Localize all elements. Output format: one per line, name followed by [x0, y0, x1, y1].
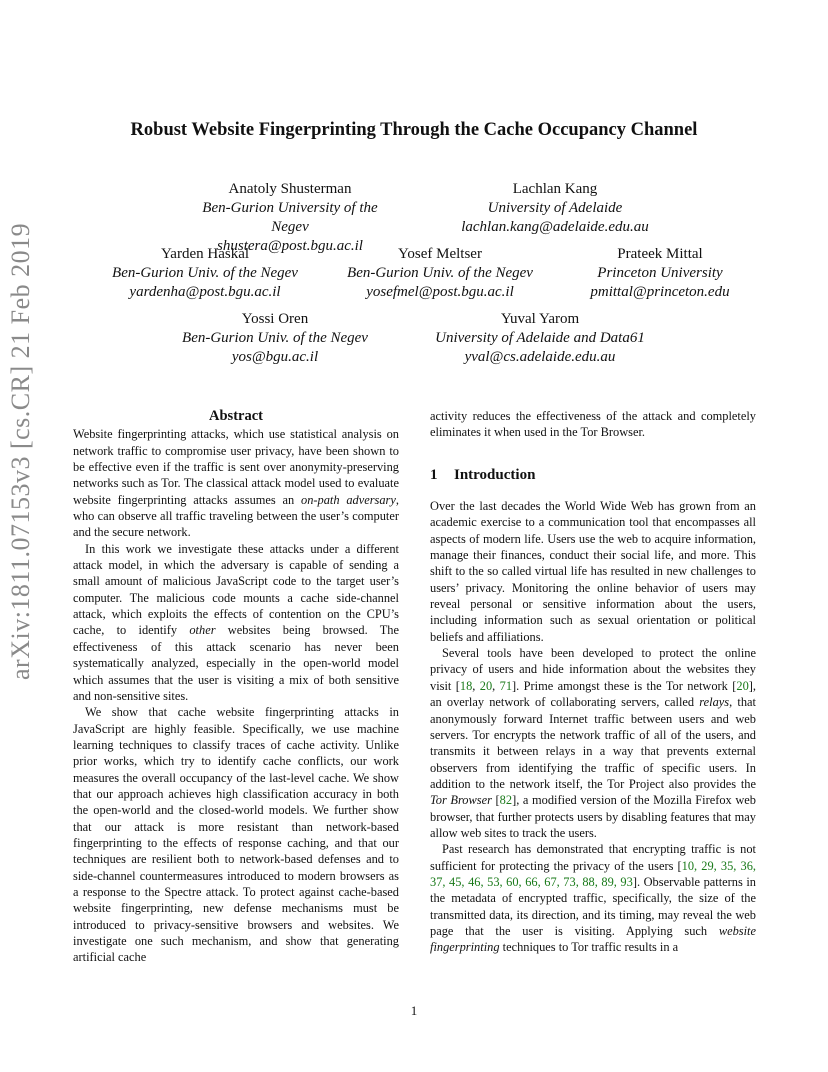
abstract-continuation: activity reduces the effectiveness of the attack and completely eliminates it when used in the Tor Browser. [430, 409, 756, 440]
intro-paragraph: Several tools have been developed to protect the online privacy of users and hide information about the websites they visit [18, 20, 71]. Prime amongst these is the Tor network [20], an overlay network of collaborating servers, called relays, that anonymously forward Internet traffic between users and web servers. Tor encrypts the network traffic of all of the users, and transmits it between relays in a way that prevents external observers from identifying the traffic of specific users. In addition to the network itself, the Tor Project also provides the Tor Browser [82], a modified version of the Mozilla Firefox web browser, that further protects users by disabling features that may allow web sites to track the users. [430, 646, 757, 840]
author-name: Yosef Meltser [398, 246, 482, 262]
author-email[interactable]: lachlan.kang@adelaide.edu.au [461, 219, 649, 235]
section-heading-introduction: 1 Introduction [430, 466, 536, 483]
author-name: Yossi Oren [241, 311, 309, 327]
intro-paragraph: Past research has demonstrated that encrypting traffic is not sufficient for protecting the privacy of the users [10, 29, 35, 36, 37, 45, 46, 53, 60, 66, 67, 73, 88, 89, 93]. Observable patterns in the metadata of encrypted traffic, specifically, the size of the transmitted data, its direction, and its timing, may reveal the web page that the user is visiting. Applying such website fingerprinting techniques to Tor traffic results in a [430, 842, 757, 955]
author-affiliation: Ben-Gurion Univ. of the Negev [182, 330, 368, 346]
abstract-paragraph: In this work we investigate these attacks under a different attack model, in which the adversary is capable of sending a small amount of malicious JavaScript code to the target user’s computer. The malicious code mounts a cache side-channel attack, which exploits the effects of contention on the CPU’s cache, to identify other websites being browsed. The effectiveness of this attack scenario has never been systematically analyzed, especially in the open-world model which assumes that the user is visiting a mix of both sensitive and non-sensitive sites. [73, 541, 400, 703]
page-number: 1 [410, 1003, 418, 1018]
author-email[interactable]: yval@cs.adelaide.edu.au [464, 349, 616, 365]
left-column [73, 408, 399, 966]
author-block [165, 310, 385, 367]
author-block [410, 310, 670, 367]
right-column [430, 408, 756, 956]
author-affiliation: Ben-Gurion Univ. of the Negev [112, 265, 298, 281]
citation-link[interactable]: 20 [736, 678, 749, 693]
author-email[interactable]: pmittal@princeton.edu [590, 284, 730, 300]
author-email[interactable]: shustera@post.bgu.ac.il [217, 238, 363, 254]
abstract-paragraph: Website fingerprinting attacks, which use statistical analysis on network traffic to compromise user privacy, have been shown to be effective even if the traffic is sent over anonymity-preserving networks such as Tor. The classical attack model used to evaluate website fingerprinting attacks assumes an on-path adversary, who can observe all traffic traveling between the user’s computer and the secure network. [73, 427, 399, 540]
author-affiliation: Ben-Gurion University of the Negev [202, 200, 378, 235]
intro-paragraph: Over the last decades the World Wide Web has grown from an academic exercise to a communication tool that encompasses all aspects of modern life. Users use the web to acquire information, manage their finances, conduct their social life, and more. This shift to the so called virtual life has resulted in new challenges to users’ privacy. Monitoring the online behavior of users may reveal personal or sensitive information about the users, including information such as sexual orientation or political beliefs and affiliations. [430, 499, 756, 644]
citation-link[interactable]: 82 [499, 793, 513, 808]
abstract-heading: Abstract [209, 408, 263, 424]
arxiv-identifier-stamp: arXiv:1811.07153v3 [cs.CR] 21 Feb 2019 [6, 222, 35, 680]
author-block [95, 245, 315, 302]
abstract-paragraph: We show that cache website fingerprinting attacks in JavaScript are highly feasible. Specifically, we use machine learning techniques to classify traces of cache activity. Unlike prior works, which try to identify cache conflicts, our work measures the overall occupancy of the last-level cache. We show that our approach achieves high classification accuracy in both the open-world and the closed-world models. We further show that our attack is more resistant than network-based fingerprinting to the effects of response caching, and that our techniques are resilient both to network-based defenses and to side-channel countermeasures introduced to modern browsers as a response to the Spectre attack. To protect against cache-based website fingerprinting, new defense mechanisms must be introduced to privacy-sensitive browsers and websites. We investigate one such mechanism, and show that generating artificial cache [73, 705, 399, 965]
citation-links[interactable]: 10, 29, 35, 36, 37, 45, 46, 53, 60, 66, 67, 73, 88, 89, 93 [430, 858, 757, 889]
author-affiliation: Princeton University [597, 265, 723, 281]
author-affiliation: Ben-Gurion Univ. of the Negev [347, 265, 533, 281]
author-block [560, 245, 760, 302]
citation-link[interactable]: 71 [499, 678, 513, 693]
citation-link[interactable]: 20 [479, 678, 493, 693]
author-name: Yuval Yarom [500, 311, 580, 327]
author-name: Lachlan Kang [512, 181, 598, 197]
paper-title: Robust Website Fingerprinting Through the Cache Occupancy Channel [130, 120, 698, 140]
author-block [330, 245, 550, 302]
author-email[interactable]: yos@bgu.ac.il [231, 349, 319, 365]
author-affiliation: University of Adelaide [487, 200, 623, 216]
author-email[interactable]: yardenha@post.bgu.ac.il [129, 284, 281, 300]
citation-link[interactable]: 18 [459, 678, 473, 693]
author-email[interactable]: yosefmel@post.bgu.ac.il [366, 284, 514, 300]
author-name: Anatoly Shusterman [228, 181, 352, 197]
author-block [430, 180, 680, 237]
author-affiliation: University of Adelaide and Data61 [435, 330, 645, 346]
author-name: Yarden Haskal [160, 246, 250, 262]
author-name: Prateek Mittal [617, 246, 703, 262]
